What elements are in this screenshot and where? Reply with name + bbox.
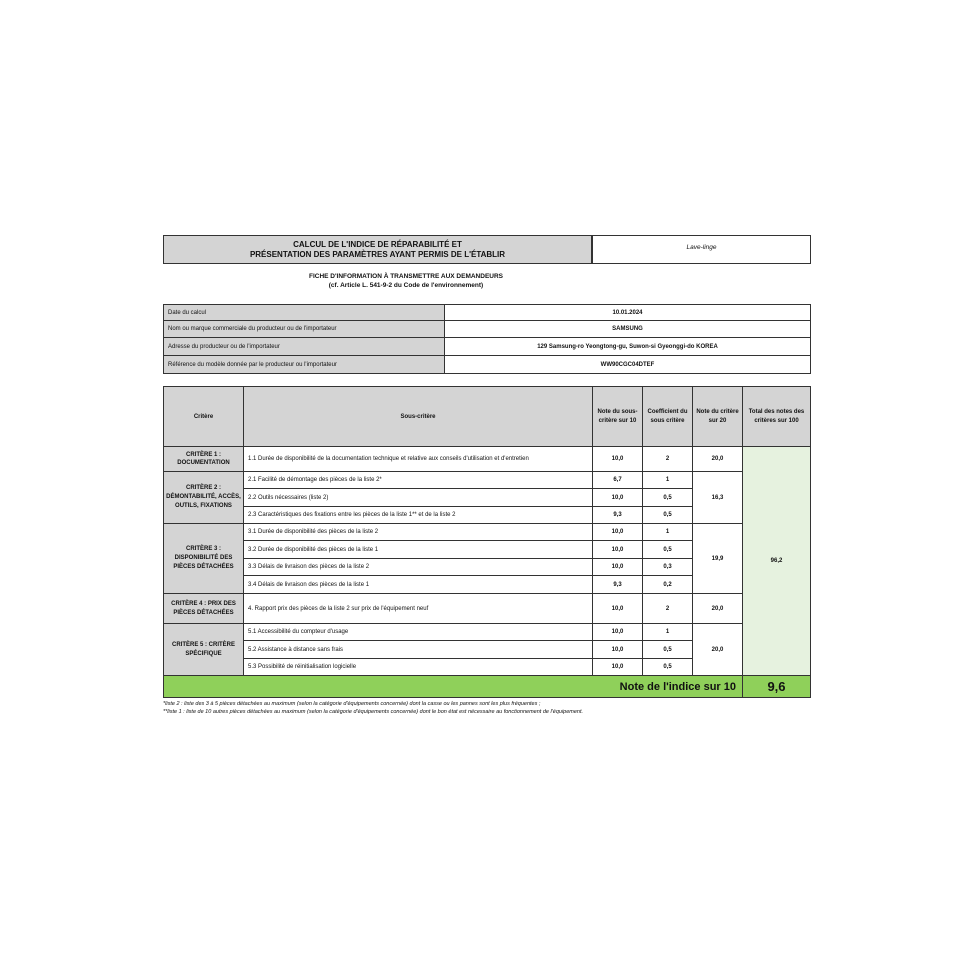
sheet-title-line2: PRÉSENTATION DES PARAMÈTRES AYANT PERMIS DE L'ÉTABLIR: [249, 249, 506, 259]
total-score: 96,2: [742, 446, 811, 676]
criterion-3-name: CRITÈRE 3 : DISPONIBILITÉ DES PIÈCES DÉTACHÉES: [163, 523, 244, 594]
sub-note-5-1: 10,0: [592, 623, 643, 641]
criterion-4-score: 20,0: [692, 593, 743, 624]
product-type: [592, 235, 811, 264]
sub-note-4-1: 10,0: [592, 593, 643, 624]
sub-criterion-4-1: 4. Rapport prix des pièces de la liste 2 sur prix de l'équipement neuf: [243, 593, 593, 624]
sub-criterion-2-2: 2.2 Outils nécessaires (liste 2): [243, 488, 593, 507]
footnote-liste-2: *liste 2 : liste des 3 à 5 pièces détachées au maximum (selon la catégorie d'équipements concernée) dont la casse ou les pannes sont les plus fréquentes ;: [163, 701, 541, 707]
criterion-4-name: CRITÈRE 4 : PRIX DES PIÈCES DÉTACHÉES: [163, 593, 244, 624]
info-label-address: Adresse du producteur ou de l'importateur: [163, 337, 445, 356]
criterion-1-score: 20,0: [692, 446, 743, 472]
header-sous-critere: Sous-critère: [243, 386, 593, 447]
sub-coef-3-2: 0,5: [642, 540, 693, 559]
sub-note-5-3: 10,0: [592, 658, 643, 676]
sub-coef-2-2: 0,5: [642, 488, 693, 507]
criterion-1-name: CRITÈRE 1 : DOCUMENTATION: [163, 446, 244, 472]
sub-criterion-3-1: 3.1 Durée de disponibilité des pièces de la liste 2: [243, 523, 593, 541]
header-note-critere: Note du critère sur 20: [692, 386, 743, 447]
sub-criterion-1-1: 1.1 Durée de disponibilité de la documentation technique et relative aux conseils d'utilisation et d'entretien: [243, 446, 593, 472]
header-coefficient: Coefficient du sous critère: [642, 386, 693, 447]
sub-criterion-5-3: 5.3 Possibilité de réinitialisation logicielle: [243, 658, 593, 676]
sub-coef-5-3: 0,5: [642, 658, 693, 676]
fiche-line1: FICHE D'INFORMATION À TRANSMETTRE AUX DEMANDEURS: [308, 273, 503, 280]
info-value-date: 10.01.2024: [444, 304, 811, 321]
criterion-2-name: CRITÈRE 2 : DÉMONTABILITÉ, ACCÈS, OUTILS, FIXATIONS: [163, 471, 244, 524]
info-label-date: Date du calcul: [163, 304, 445, 321]
sheet-title: [163, 235, 592, 264]
footnotes: [163, 700, 811, 716]
sub-note-3-3: 10,0: [592, 558, 643, 576]
sub-coef-3-4: 0,2: [642, 575, 693, 594]
sub-criterion-5-1: 5.1 Accessibilité du compteur d'usage: [243, 623, 593, 641]
sub-coef-3-1: 1: [642, 523, 693, 541]
info-value-address: 129 Samsung-ro Yeongtong-gu, Suwon-si Gyeonggi-do KOREA: [444, 337, 811, 356]
product-type-value: Lave-linge: [686, 244, 717, 251]
sheet-title-line1: CALCUL DE L'INDICE DE RÉPARABILITÉ ET: [293, 239, 462, 249]
sub-coef-2-1: 1: [642, 471, 693, 489]
sub-coef-3-3: 0,3: [642, 558, 693, 576]
sub-coef-4-1: 2: [642, 593, 693, 624]
header-total: Total des notes des critères sur 100: [742, 386, 811, 447]
sub-criterion-3-4: 3.4 Délais de livraison des pièces de la liste 1: [243, 575, 593, 594]
info-value-brand: SAMSUNG: [444, 320, 811, 338]
sub-criterion-3-2: 3.2 Durée de disponibilité des pièces de la liste 1: [243, 540, 593, 559]
header-note-sous-critere: Note du sous-critère sur 10: [592, 386, 643, 447]
info-value-model: WW90CGC04DTEF: [444, 355, 811, 374]
info-label-model: Référence du modèle donnée par le producteur ou l'importateur: [163, 355, 445, 374]
sub-coef-1-1: 2: [642, 446, 693, 472]
fiche-line2: (cf. Article L. 541-9-2 du Code de l'environnement): [328, 282, 484, 289]
criterion-2-score: 16,3: [692, 471, 743, 524]
sub-note-5-2: 10,0: [592, 640, 643, 659]
criterion-5-name: CRITÈRE 5 : CRITÈRE SPÉCIFIQUE: [163, 623, 244, 676]
sub-criterion-3-3: 3.3 Délais de livraison des pièces de la liste 2: [243, 558, 593, 576]
sub-note-2-2: 10,0: [592, 488, 643, 507]
header-critere: Critère: [163, 386, 244, 447]
sub-note-3-4: 9,3: [592, 575, 643, 594]
sub-note-3-1: 10,0: [592, 523, 643, 541]
sub-coef-2-3: 0,5: [642, 506, 693, 524]
criterion-5-score: 20,0: [692, 623, 743, 676]
footer-band-right: [742, 675, 811, 698]
sub-note-3-2: 10,0: [592, 540, 643, 559]
sub-coef-5-2: 0,5: [642, 640, 693, 659]
footer-label: Note de l'indice sur 10: [619, 680, 736, 693]
sub-criterion-2-1: 2.1 Facilité de démontage des pièces de la liste 2*: [243, 471, 593, 489]
sub-coef-5-1: 1: [642, 623, 693, 641]
sub-note-1-1: 10,0: [592, 446, 643, 472]
footer-value: 9,6: [767, 679, 786, 694]
sub-criterion-5-2: 5.2 Assistance à distance sans frais: [243, 640, 593, 659]
footnote-liste-1: **liste 1 : liste de 10 autres pièces détachées au maximum (selon la catégorie d'équipements concernée) dont le bon état est nécessaire au fonctionnement de l'équipement.: [163, 709, 584, 715]
sub-note-2-3: 9,3: [592, 506, 643, 524]
fiche-info: [163, 272, 649, 290]
sub-criterion-2-3: 2.3 Caractéristiques des fixations entre les pièces de la liste 1** et de la liste 2: [243, 506, 593, 524]
info-label-brand: Nom ou marque commerciale du producteur ou de l'importateur: [163, 320, 445, 338]
criterion-3-score: 19,9: [692, 523, 743, 594]
footer-band-left: [163, 675, 743, 698]
sub-note-2-1: 6,7: [592, 471, 643, 489]
